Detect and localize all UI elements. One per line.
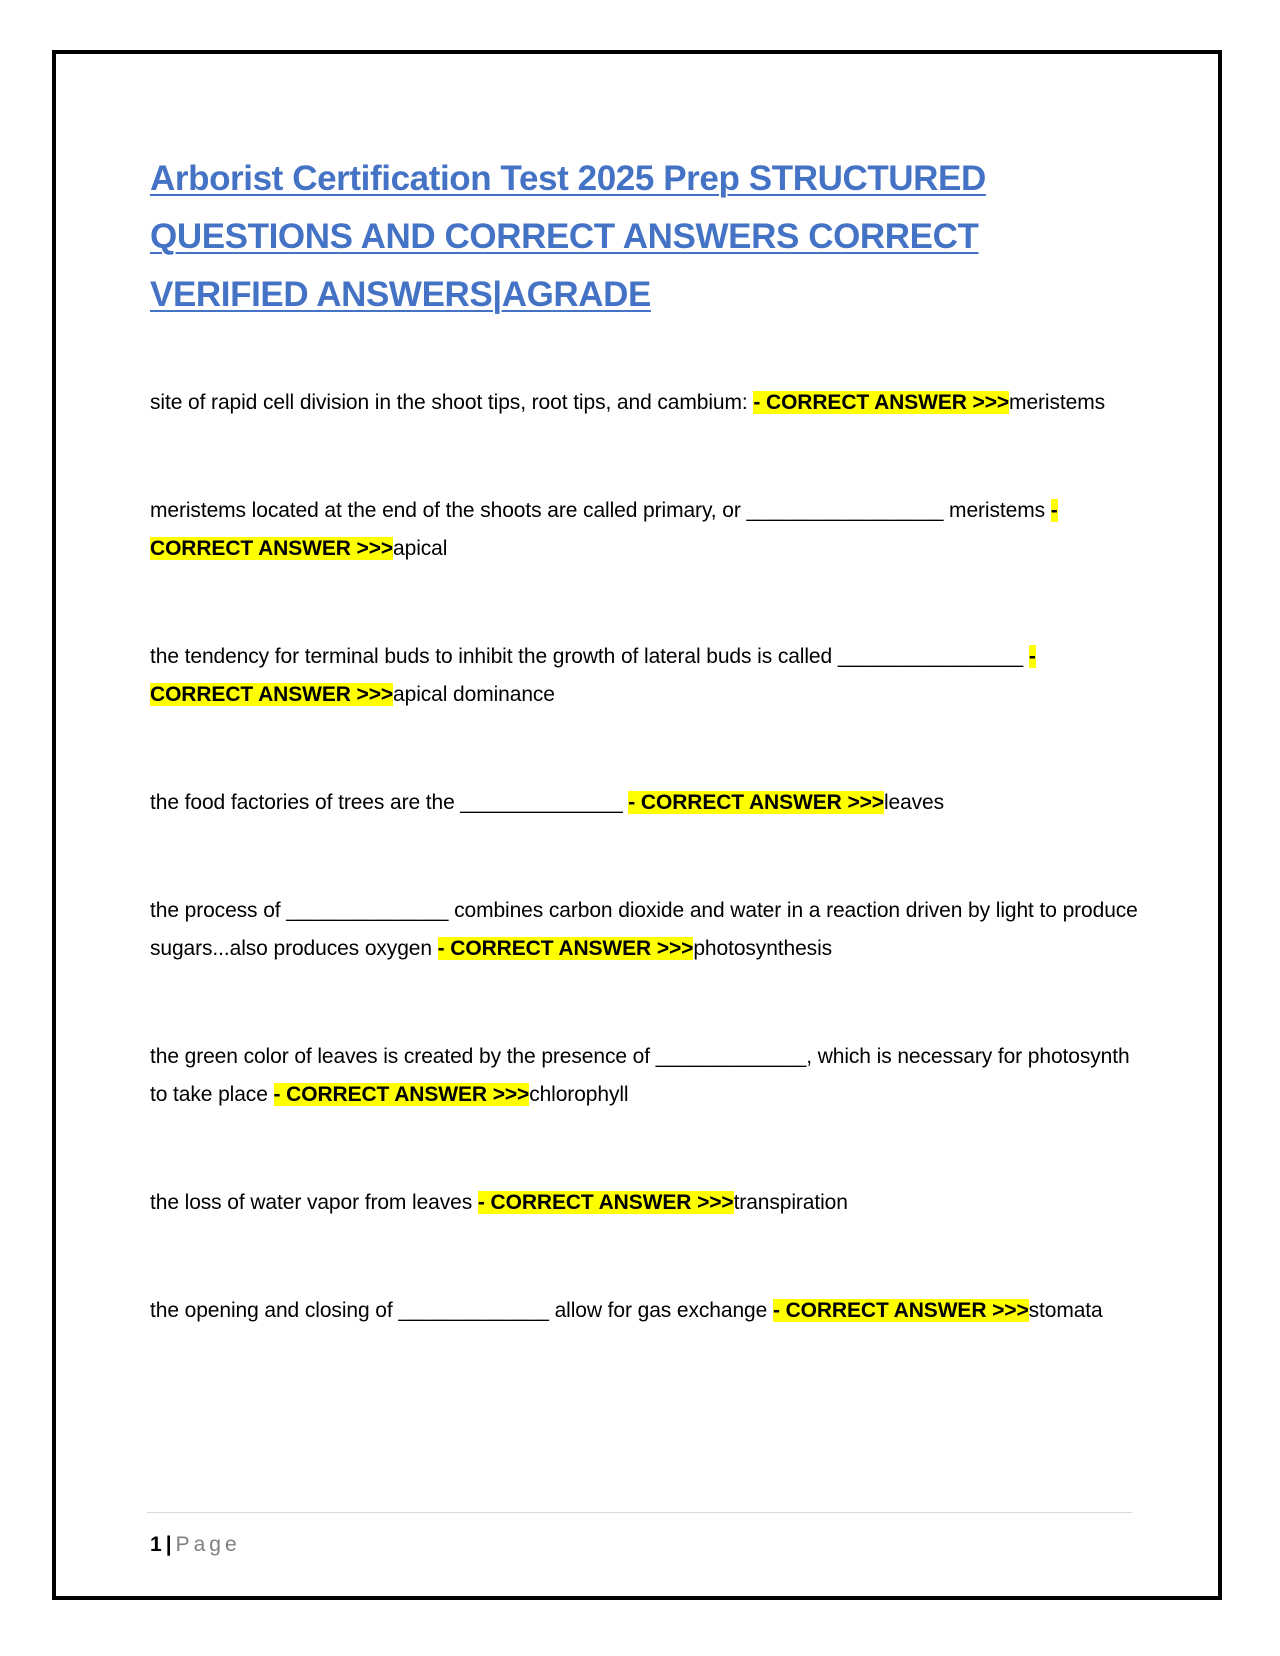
correct-answer-marker: - CORRECT ANSWER >>> [273, 1083, 530, 1106]
question-text: the tendency for terminal buds to inhibit the growth of lateral buds is called ________________ [150, 645, 1029, 668]
correct-answer-marker: - CORRECT ANSWER >>> [753, 391, 1010, 414]
answer-text: transpiration [733, 1191, 848, 1214]
answer-text: chlorophyll [529, 1083, 629, 1106]
correct-answer-marker: - CORRECT ANSWER >>> [628, 791, 884, 814]
correct-answer-marker: - CORRECT ANSWER >>> [772, 1299, 1029, 1322]
answer-text: stomata [1028, 1299, 1103, 1322]
page-label: Page [175, 1533, 241, 1556]
qa-item [150, 784, 1140, 822]
question-text: the process of ______________ combines carbon dioxide and water in a reaction driven by light to produce sugars...also produces oxygen [150, 899, 1138, 960]
qa-item [150, 1292, 1140, 1330]
correct-answer-marker: - CORRECT ANSWER >>> [437, 937, 694, 960]
answer-text: apical [393, 537, 448, 560]
question-text: the loss of water vapor from leaves [150, 1191, 478, 1214]
qa-item [150, 1038, 1140, 1114]
question-text: meristems located at the end of the shoots are called primary, or _________________ meristems [150, 499, 1051, 522]
page-number: 1 [150, 1533, 162, 1556]
qa-item [150, 638, 1140, 714]
answer-text: meristems [1009, 391, 1105, 414]
answer-text: photosynthesis [693, 937, 833, 960]
answer-text: leaves [883, 791, 945, 814]
question-text: site of rapid cell division in the shoot tips, root tips, and cambium: [150, 391, 754, 414]
qa-item [150, 1184, 1140, 1222]
document-title: Arborist Certification Test 2025 Prep STRUCTURED QUESTIONS AND CORRECT ANSWERS CORRECT VERIFIED ANSWERS|AGRADE [150, 159, 986, 314]
question-text: the opening and closing of _____________ allow for gas exchange [150, 1299, 773, 1322]
qa-list [150, 384, 1140, 1330]
footer-divider [147, 1512, 1132, 1513]
document-body [150, 150, 1140, 1330]
answer-text: apical dominance [393, 683, 555, 706]
question-text: the green color of leaves is created by the presence of _____________, which is necessary for photosynth to take place [150, 1045, 1130, 1106]
page-footer [150, 1530, 241, 1560]
correct-answer-marker: - CORRECT ANSWER >>> [150, 499, 1058, 560]
correct-answer-marker: - CORRECT ANSWER >>> [477, 1191, 734, 1214]
qa-item [150, 492, 1140, 568]
footer-separator: | [165, 1533, 172, 1556]
qa-item [150, 892, 1140, 968]
question-text: the food factories of trees are the ______________ [150, 791, 629, 814]
qa-item [150, 384, 1140, 422]
correct-answer-marker: - CORRECT ANSWER >>> [150, 645, 1036, 706]
